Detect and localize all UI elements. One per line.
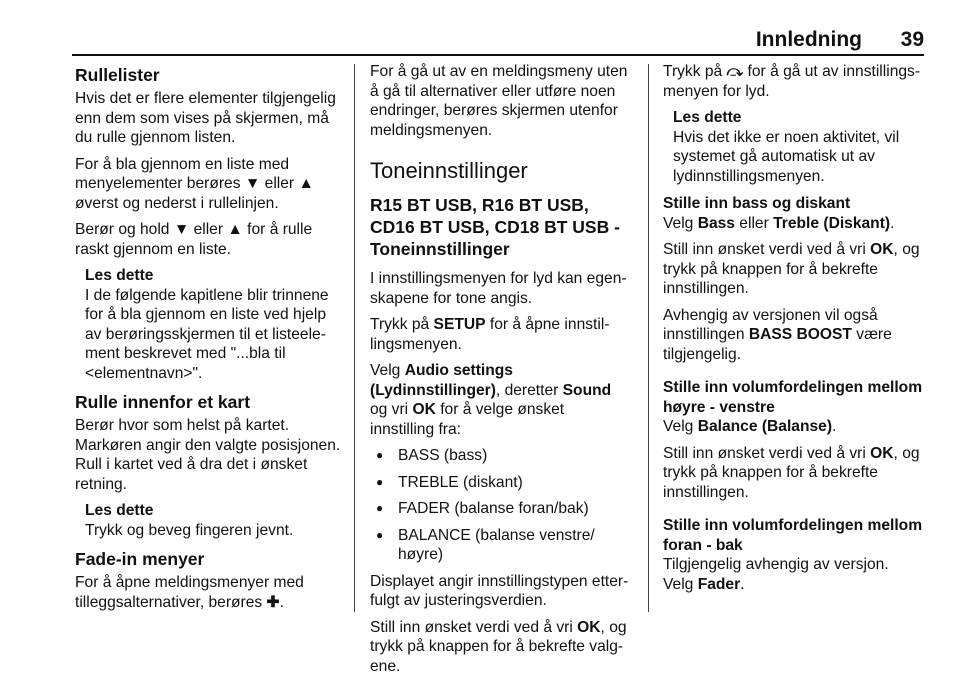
column-left: [75, 62, 341, 619]
paragraph: Tilgjengelig avhengig av versjon. Velg Fader.: [663, 556, 889, 593]
column-divider: [648, 64, 649, 612]
page-header: [72, 26, 924, 56]
paragraph: Velg Balance (Balanse).: [663, 418, 837, 435]
column-middle: [370, 62, 632, 683]
note-box: [85, 501, 341, 540]
page-number: 39: [900, 28, 924, 51]
paragraph: I innstillingsmenyen for lyd kan egenskapene for tone angis.: [370, 270, 627, 307]
heading-bass-diskant: Stille inn bass og diskant: [663, 195, 851, 212]
paragraph: For å åpne meldingsmenyer med tilleggsalternativer, berøres ✚.: [75, 574, 304, 611]
down-arrow-icon: ▼: [173, 221, 190, 238]
heading-rullelister: Rullelister: [75, 65, 160, 85]
header-rule: [72, 54, 924, 56]
up-arrow-icon: ▲: [298, 175, 314, 192]
paragraph: Still inn ønsket verdi ved å vri OK, og trykk på knappen for å bekrefte innstillingen.: [663, 444, 920, 501]
heading-models: R15 BT USB, R16 BT USB, CD16 BT USB, CD18 BT USB - Toneinnstillinger: [370, 195, 620, 259]
paragraph: Displayet angir innstillingstypen etterfulgt av justeringsverdien.: [370, 572, 629, 609]
note-text: Trykk og beveg fingeren jevnt.: [85, 521, 294, 539]
paragraph: Still inn ønsket verdi ved å vri OK, og trykk på knappen for å bekrefte valgene.: [370, 618, 627, 675]
paragraph: Trykk på SETUP for å åpne innstillingsmenyen.: [370, 316, 610, 353]
note-box: [85, 266, 341, 383]
note-text: I de følgende kapitlene blir trinnene for å bla gjennom en liste ved hjelp av berøringsskjermen til et listeelement beskrevet med "...bla til <elementnavn>".: [85, 286, 329, 382]
note-text: Hvis det ikke er noen aktivitet, vil systemet gå automatisk ut av lydinnstillingsmenyen.: [673, 128, 900, 185]
note-heading: Les dette: [85, 267, 154, 284]
down-arrow-icon: ▼: [244, 175, 261, 192]
paragraph: Berør og hold ▼ eller ▲ for å rulle raskt gjennom en liste.: [75, 221, 313, 258]
list-item: ● FADER (balanse foran/bak): [370, 499, 632, 519]
heading-toneinnstillinger: Toneinnstillinger: [370, 158, 528, 183]
heading-fader: Stille inn volumfordelingen mellom foran - bak: [663, 517, 923, 554]
list-item: ● BASS (bass): [370, 446, 632, 466]
note-heading: Les dette: [85, 502, 154, 519]
list-item: ● BALANCE (balanse venstre/ høyre): [370, 526, 632, 565]
up-arrow-icon: ▲: [227, 221, 243, 238]
paragraph: For å gå ut av en meldingsmeny uten å gå til alternativer eller utføre noen endringer, berøres skjermen utenfor meldingsmenyen.: [370, 63, 628, 139]
section-title: Innledning: [755, 28, 862, 51]
heading-fade-in: Fade-in menyer: [75, 549, 205, 569]
paragraph: Hvis det er flere elementer tilgjengelig enn dem som vises på skjermen, må du rulle gjennom listen.: [75, 90, 336, 146]
list-item: ● TREBLE (diskant): [370, 473, 632, 493]
column-divider: [354, 64, 355, 612]
paragraph: Trykk på ⤼ for å gå ut av innstillingsmenyen for lyd.: [663, 63, 921, 100]
plus-icon: ✚: [266, 593, 280, 611]
heading-kart: Rulle innenfor et kart: [75, 392, 251, 412]
paragraph: Avhengig av versjonen vil også innstillingen BASS BOOST være tilgjengelig.: [663, 306, 892, 363]
paragraph: For å bla gjennom en liste med menyelementer berøres ▼ eller ▲ øverst og nederst i rullelinjen.: [75, 155, 314, 212]
note-heading: Les dette: [673, 109, 742, 126]
paragraph: Velg Audio settings (Lydinnstillinger), deretter Sound og vri OK for å velge ønsket innstilling fra:: [370, 362, 612, 438]
settings-list: [370, 446, 632, 565]
note-box: [673, 108, 925, 186]
paragraph: Berør hvor som helst på kartet. Markøren angir den valgte posisjonen. Rull i kartet ved å dra det i ønsket retning.: [75, 417, 341, 493]
column-right: [663, 62, 925, 601]
paragraph: Velg Bass eller Treble (Diskant).: [663, 214, 895, 232]
paragraph: Still inn ønsket verdi ved å vri OK, og trykk på knappen for å bekrefte innstillingen.: [663, 241, 920, 297]
back-arrow-icon: ⤼: [726, 63, 744, 80]
heading-balance: Stille inn volumfordelingen mellom høyre - venstre: [663, 379, 923, 416]
